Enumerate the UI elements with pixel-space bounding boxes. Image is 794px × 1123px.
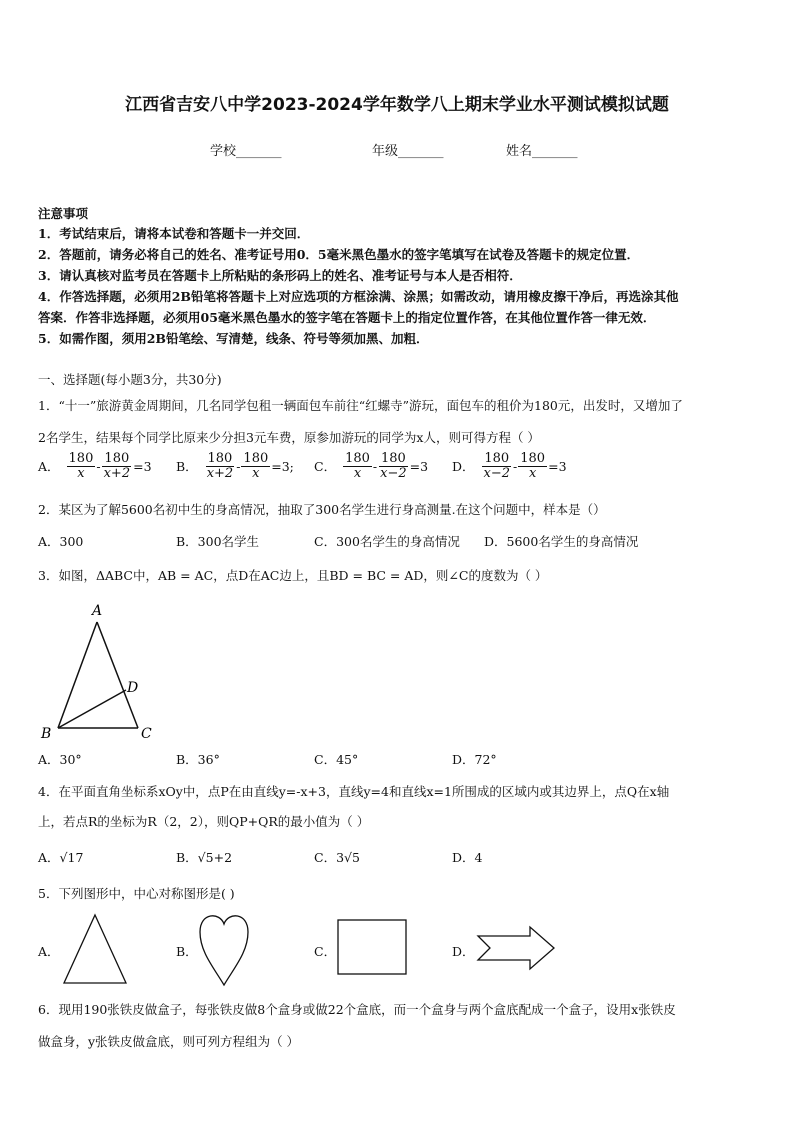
q4-text: 4．在平面直角坐标系xOy中，点P在由直线y=-x+3，直线y=4和直线x=1所围成的区域内或其边界上，点Q在x轴: [38, 784, 670, 799]
q1-option-d[interactable]: [452, 452, 567, 480]
segment-ac: [97, 622, 138, 728]
equation-rhs: =3: [548, 458, 567, 474]
vertex-label-a: A: [92, 603, 103, 619]
triangle-shape: [60, 912, 130, 986]
fraction: [343, 452, 372, 480]
vertex-label-b: B: [41, 726, 52, 742]
notice-item: 1．考试结束后，请将本试卷和答题卡一并交回．: [38, 226, 310, 241]
q1-option-c[interactable]: [314, 452, 428, 480]
operator: -: [96, 458, 101, 474]
operator: -: [372, 458, 378, 474]
fraction: [518, 452, 547, 480]
grade-field: 年级_______: [372, 144, 444, 159]
q3-option-a[interactable]: A．30°: [38, 752, 82, 767]
q1-option-b[interactable]: [176, 452, 294, 480]
numerator: 180: [207, 451, 233, 466]
fraction: [102, 452, 133, 480]
segment-ab: [58, 622, 97, 728]
equation-rhs: =3: [409, 458, 429, 474]
q2-text: 2．某区为了解5600名初中生的身高情况，抽取了300名学生进行身高测量.在这个问题中，样本是（）: [38, 502, 606, 517]
school-field: 学校_______: [210, 144, 282, 159]
triangle-diagram: [36, 600, 166, 742]
q1-text: 2名学生，结果每个同学比原来少分担3元车费，原参加游玩的同学为x人，则可得方程（ ）: [38, 430, 540, 445]
numerator: 180: [380, 451, 406, 466]
fraction: [205, 452, 236, 480]
equation-rhs: =3: [133, 458, 152, 474]
vertex-label-d: D: [127, 680, 139, 696]
denominator: x+2: [206, 465, 234, 481]
notice-item: 答案．作答非选择题，必须用05毫米黑色墨水的签字笔在答题卡上的指定位置作答，在其他位置作答一律无效．: [38, 310, 656, 325]
fraction: [67, 452, 96, 480]
q5-option-d[interactable]: D．: [452, 944, 475, 959]
numerator: 180: [243, 451, 269, 466]
fraction: [378, 452, 409, 480]
equation-rhs: =3;: [271, 458, 294, 474]
vertex-label-c: C: [141, 726, 152, 742]
q5-option-c[interactable]: C．: [314, 944, 337, 959]
q5-text: 5．下列图形中，中心对称图形是( ): [38, 886, 235, 901]
q2-option-c[interactable]: C．300名学生的身高情况: [314, 534, 460, 549]
notice-item: 4．作答选择题，必须用2B铅笔将答题卡上对应选项的方框涂满、涂黑；如需改动，请用橡皮擦干净后，再选涂其他: [38, 289, 679, 304]
arrow-shape: [474, 924, 558, 972]
q3-option-c[interactable]: C．45°: [314, 752, 359, 767]
denominator: x: [353, 465, 362, 481]
numerator: 180: [520, 451, 546, 466]
denominator: x−2: [483, 465, 511, 481]
denominator: x+2: [103, 465, 131, 481]
q5-option-a[interactable]: A．: [38, 944, 60, 959]
q6-text: 6．现用190张铁皮做盒子，每张铁皮做8个盒身或做22个盒底，而一个盒身与两个盒底配成一个盒子，设用x张铁皮: [38, 1002, 676, 1017]
numerator: 180: [484, 451, 510, 466]
q6-text: 做盒身，y张铁皮做盒底，则可列方程组为（ ）: [38, 1034, 300, 1049]
q4-option-b[interactable]: B．√5+2: [176, 850, 233, 865]
heart-shape: [196, 910, 252, 988]
q2-option-b[interactable]: B．300名学生: [176, 534, 260, 549]
q1-text: 1．“十一”旅游黄金周期间，几名同学包租一辆面包车前往“红螺寺”游玩，面包车的租价为180元，出发时，又增加了: [38, 398, 683, 413]
q2-option-a[interactable]: A．300: [38, 534, 84, 549]
numerator: 180: [68, 451, 94, 466]
q5-option-b[interactable]: B．: [176, 944, 198, 959]
numerator: 180: [345, 451, 370, 466]
fraction: [241, 452, 270, 480]
notice-item: 5．如需作图，须用2B铅笔绘、写清楚，线条、符号等须加黑、加粗．: [38, 331, 429, 346]
q4-option-a[interactable]: A．√17: [38, 850, 84, 865]
page-title: 江西省吉安八中学2023-2024学年数学八上期末学业水平测试模拟试题: [125, 95, 669, 115]
notice-heading: 注意事项: [38, 206, 89, 221]
notice-item: 3．请认真核对监考员在答题卡上所粘贴的条形码上的姓名、准考证号与本人是否相符．: [38, 268, 522, 283]
operator: -: [236, 458, 241, 474]
q4-text: 上，若点R的坐标为R（2，2），则QP+QR的最小值为（ ）: [38, 814, 370, 829]
denominator: x: [77, 465, 85, 481]
fraction: [482, 452, 513, 480]
q4-option-d[interactable]: D．4: [452, 850, 483, 865]
option-label: B．: [176, 459, 198, 475]
q4-option-c[interactable]: C．3√5: [314, 850, 360, 865]
q1-option-a[interactable]: [38, 452, 152, 480]
denominator: x: [252, 465, 260, 481]
q3-option-b[interactable]: B．36°: [176, 752, 220, 767]
option-label: A．: [38, 459, 60, 475]
notice-item: 2．答题前，请务必将自己的姓名、准考证号用0．5毫米黑色墨水的签字笔填写在试卷及答题卡的规定位置．: [38, 247, 640, 262]
option-label: D．: [452, 459, 475, 475]
rectangle-shape: [336, 918, 410, 978]
numerator: 180: [104, 451, 130, 466]
q2-option-d[interactable]: D．5600名学生的身高情况: [484, 534, 639, 549]
option-label: C．: [314, 459, 337, 475]
section-heading: 一、选择题(每小题3分，共30分): [38, 372, 222, 387]
q3-text: 3．如图，ΔABC中，AB = AC，点D在AC边上，且BD = BC = AD，则∠C的度数为（ ）: [38, 568, 548, 583]
denominator: x: [529, 465, 537, 481]
name-field: 姓名_______: [506, 144, 578, 159]
segment-bd: [58, 690, 126, 728]
operator: -: [513, 458, 518, 474]
denominator: x−2: [380, 465, 407, 481]
q3-option-d[interactable]: D．72°: [452, 752, 497, 767]
